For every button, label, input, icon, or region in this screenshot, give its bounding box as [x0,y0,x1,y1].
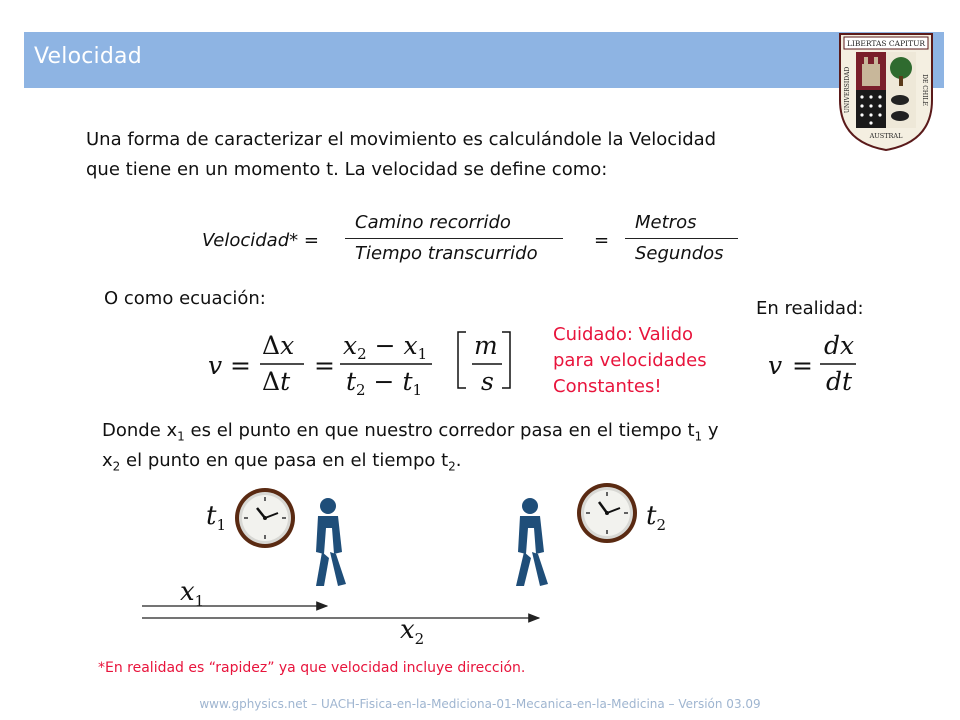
clock-icon-2 [577,483,637,543]
where-line-2-text-c: . [455,450,462,471]
where-line-2-text-b: el punto en que pasa en el tiempo t [120,450,449,471]
motion-illustration [130,478,690,648]
where-line-2 [102,446,462,482]
svg-text:Δx: Δx [262,331,295,360]
warning-line-2: para velocidades [553,350,707,371]
intro-line-1: Una forma de caracterizar el movimiento es calculándole la Velocidad [86,129,717,150]
svg-text:dx: dx [824,331,855,360]
svg-text:=: = [314,351,335,380]
svg-text:t2 − t1: $t_2 - t_1$ [346,367,423,399]
svg-text:dt: dt [826,367,853,396]
definition-fraction-bar [345,238,563,239]
crest-left-text: UNIVERSIDAD [844,66,851,114]
actual-label: En realidad: [756,298,864,319]
where-line-1-sub-a: 1 [177,429,185,444]
footer-credits: www.gphysics.net – UACH-Fisica-en-la-Mediciona-01-Mecanica-en-la-Medicina – Versión 03.09 [199,697,761,711]
where-line-2-text-a: x [102,450,113,471]
svg-text:m: m [474,331,498,360]
x1-label: $x_1$ [180,577,205,610]
walker-figure-2 [516,498,548,586]
university-crest-logo [834,30,938,154]
clock-icon-1 [235,488,295,548]
definition-denominator: Tiempo transcurrido [355,243,538,264]
where-line-2-sub-a: 2 [112,459,121,474]
svg-text:v: v [768,351,783,380]
svg-text:=: = [230,351,251,380]
title-bar [24,32,944,88]
svg-text:x2 − x1: $x_2 - x_1$ [343,331,428,363]
where-line-1-text-b: es el punto en que nuestro corredor pasa en el tiempo t [184,420,695,441]
crest-bottom-text: AUSTRAL [869,132,903,140]
equation-label: O como ecuación: [104,288,266,309]
warning-line-1: Cuidado: Valido [553,324,694,345]
svg-text:s: s [481,367,494,396]
definition-numerator: Camino recorrido [355,212,511,233]
svg-text:v: v [208,351,223,380]
crest-motto: LIBERTAS CAPITUR [846,39,926,48]
slide-title: Velocidad [34,44,142,69]
crest-right-text: DE CHILE [921,74,928,106]
t2-label: $t_2$ [646,501,666,534]
svg-text:Δt: Δt [262,367,291,396]
footnote: *En realidad es “rapidez” ya que velocidad incluye dirección. [98,660,526,676]
walker-figure-1 [316,498,346,586]
definition-lhs: Velocidad* = [202,230,319,251]
derivative-equation [762,330,882,400]
unit-fraction-bar [625,238,738,239]
velocity-equation [200,322,520,402]
definition-equals: = [594,230,610,251]
where-line-2-sub-b: 2 [448,459,456,474]
where-line-1-text-c: y [702,420,719,441]
where-line-1-sub-b: 1 [694,429,703,444]
unit-denominator: Segundos [635,243,724,264]
t1-label: $t_1$ [206,501,226,534]
unit-numerator: Metros [635,212,697,233]
svg-text:=: = [792,351,813,380]
intro-line-2: que tiene en un momento t. La velocidad se define como: [86,159,608,180]
x2-label: $x_2$ [400,615,425,648]
where-line-1-text-a: Donde x [102,420,178,441]
warning-line-3: Constantes! [553,376,662,397]
